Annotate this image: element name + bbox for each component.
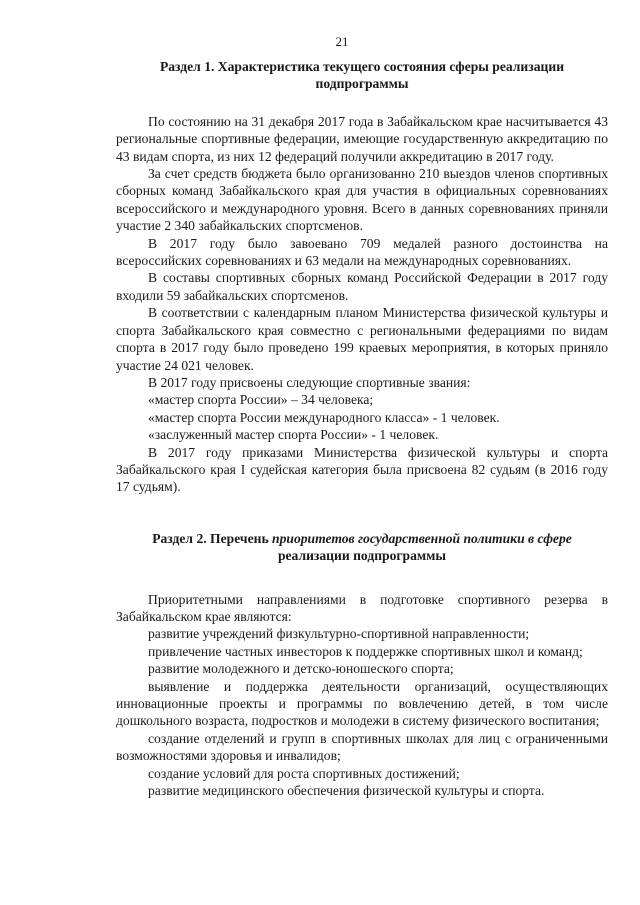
priority-item: развитие молодежного и детско-юношеского спорта; [148, 661, 454, 677]
section-1-title: Раздел 1. Характеристика текущего состояния сферы реализации подпрограммы [159, 59, 565, 92]
section-2-title-prefix: Раздел 2. Перечень [152, 530, 273, 546]
paragraph-medals: В 2017 году было завоевано 709 медалей разного достоинства на всероссийских соревнованиях и 63 медали на международных соревнованиях. [116, 235, 608, 269]
section-2-title-italic: приоритетов государственной политики в сфере [272, 530, 572, 546]
priority-item: создание отделений и групп в спортивных школах для лиц с ограниченными возможностями здоровья и инвалидов; [116, 730, 608, 764]
paragraph-federations: По состоянию на 31 декабря 2017 года в Забайкальском крае насчитывается 43 региональные спортивные федерации, имеющие государственную аккредитацию по 43 видам спорта, из них 12 федераций получили аккредитацию в 2017 году. [116, 113, 608, 164]
priority-item: выявление и поддержка деятельности организаций, осуществляющих инновационные проекты и программы по вовлечению детей, в том числе дошкольного возраста, подростков и молодежи в систему физического воспитания; [116, 678, 608, 729]
title-item: «мастер спорта России» – 34 человека; [148, 392, 374, 408]
section-2-title-suffix: реализации подпрограммы [277, 548, 447, 564]
paragraph-priorities-intro: Приоритетными направлениями в подготовке спортивного резерва в Забайкальском крае являются: [116, 591, 608, 624]
section-2-title [116, 530, 608, 565]
title-item: «мастер спорта России международного класса» - 1 человек. [148, 409, 500, 425]
priority-item: создание условий для роста спортивных достижений; [148, 765, 460, 781]
priority-item: развитие учреждений физкультурно-спортивной направленности; [148, 626, 530, 642]
paragraph-trips: За счет средств бюджета было организованно 210 выездов членов спортивных сборных команд Забайкальского края для участия в официальных соревнованиях всероссийского и международного уровня. Всего в данных соревнованиях приняли участие 2 340 забайкальских спортсменов. [116, 166, 608, 234]
paragraph-referees: В 2017 году приказами Министерства физической культуры и спорта Забайкальского края I судейская категория была присвоена 82 судьям (в 2016 году 17 судьям). [116, 444, 608, 495]
title-item: «заслуженный мастер спорта России» - 1 человек. [148, 427, 439, 443]
priority-item: развитие медицинского обеспечения физической культуры и спорта. [148, 783, 545, 799]
page-number: 21 [335, 34, 349, 49]
paragraph-events: В соответствии с календарным планом Министерства физической культуры и спорта Забайкальского края совместно с региональными федерациями по видам спорта в 2017 году было проведено 199 краевых мероприятия, в которых приняло участие 24 021 человек. [116, 305, 608, 373]
paragraph-national-teams: В составы спортивных сборных команд Российской Федерации в 2017 году входили 59 забайкальских спортсменов. [116, 270, 608, 303]
priority-item: привлечение частных инвесторов к поддержке спортивных школ и команд; [148, 643, 583, 659]
page-content [116, 58, 608, 799]
paragraph-titles-intro: В 2017 году присвоены следующие спортивные звания: [148, 374, 471, 390]
